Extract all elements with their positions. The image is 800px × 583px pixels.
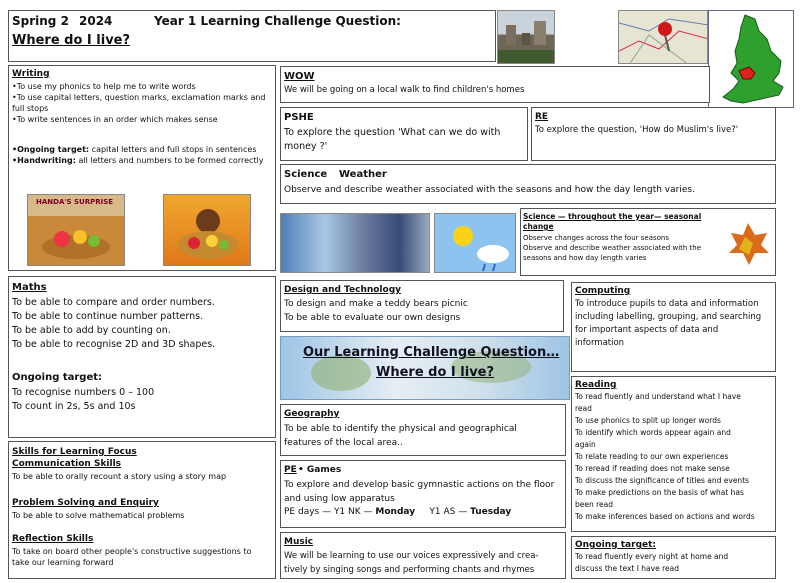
reading-item: To read fluently and understand what I have: [575, 392, 741, 401]
pe-days-mid: Y1 AS —: [417, 507, 468, 517]
year: 2024: [79, 14, 113, 28]
science-year-box: [520, 208, 776, 276]
science-year-title: [523, 212, 701, 232]
reading-item: To use phonics to split up longer words: [575, 416, 721, 425]
science-year-title-line: Science — throughout the year— seasonal: [523, 212, 702, 221]
pe-title: PE: [284, 465, 297, 475]
maths-target: To count in 2s, 5s and 10s: [12, 401, 136, 412]
refl-text: [12, 546, 251, 568]
wow-text: We will be going on a local walk to find children's homes: [284, 85, 525, 95]
question-label: Year 1 Learning Challenge Question:: [154, 14, 401, 28]
street-photo: [497, 10, 555, 64]
pshe-box: [280, 107, 528, 161]
pe-days-label: PE days — Y1 NK —: [284, 507, 373, 517]
pshe-line: money ?': [284, 141, 328, 152]
pshe-line: To explore the question 'What can we do with: [284, 127, 501, 138]
refl-line: take our learning forward: [12, 558, 114, 567]
reading-list: [575, 391, 755, 523]
pshe-title: PSHE: [284, 112, 314, 123]
reading-target-text: [575, 551, 728, 575]
geography-box: [280, 404, 566, 456]
computing-text: [575, 298, 761, 350]
handwriting-label: •Handwriting:: [12, 156, 76, 165]
england-map: [708, 10, 794, 108]
reading-item: To make predictions on the basis of what has: [575, 488, 744, 497]
reading-item: read: [575, 404, 592, 413]
science-year-list: [523, 233, 701, 263]
dt-item: To design and make a teddy bears picnic: [284, 299, 468, 309]
pe-days: [284, 507, 511, 517]
science-box: [280, 164, 776, 204]
writing-item: •To write sentences in an order which makes sense: [12, 115, 218, 124]
writing-target: [12, 144, 264, 166]
map-pin-photo: [618, 10, 708, 64]
science-year-title-line: change: [523, 222, 554, 231]
header-box: [8, 10, 496, 62]
maths-target: To recognise numbers 0 – 100: [12, 387, 155, 398]
page-title: Where do I live?: [12, 33, 131, 48]
map-pin-icon: [658, 22, 672, 36]
handwriting-text: all letters and numbers to be formed correctly: [75, 156, 264, 165]
writing-item: •To use capital letters, question marks, exclamation marks and: [12, 93, 266, 102]
computing-line: for important aspects of data and: [575, 325, 719, 335]
refl-title: Reflection Skills: [12, 534, 94, 544]
maths-targets: [12, 386, 154, 414]
music-box: [280, 532, 566, 579]
computing-line: To introduce pupils to data and information: [575, 299, 759, 309]
pe-line: To explore and develop basic gymnastic actions on the floor: [284, 480, 555, 490]
maths-item: To be able to add by counting on.: [12, 325, 171, 336]
reading-item: To relate reading to our own experiences: [575, 452, 729, 461]
music-text: [284, 549, 538, 577]
pe-title2: • Games: [298, 465, 342, 475]
weather-seasons-image: [280, 213, 430, 273]
pe-line: and using low apparatus: [284, 494, 395, 504]
reading-box: [571, 376, 776, 532]
maths-target-title: Ongoing target:: [12, 372, 103, 383]
book-cover-image: [27, 194, 125, 266]
re-text: To explore the question, 'How do Muslim's live?': [535, 125, 739, 135]
skills-title: Skills for Learning Focus: [12, 447, 137, 457]
maths-box: [8, 276, 276, 438]
computing-line: information: [575, 338, 625, 348]
challenge-banner: [280, 336, 570, 400]
writing-title: Writing: [12, 69, 50, 79]
dt-box: [280, 280, 564, 332]
reading-target-line: discuss the text I have read: [575, 564, 679, 573]
comm-title: Communication Skills: [12, 459, 122, 469]
weather-symbols-image: [434, 213, 516, 273]
reading-item: To discuss the significance of titles and events: [575, 476, 750, 485]
book-title: HANDA'S SURPRISE: [36, 198, 114, 206]
maths-title: Maths: [12, 282, 47, 293]
pshe-text: [284, 126, 500, 154]
science-year-item: Observe and describe weather associated with the: [523, 244, 702, 252]
autumn-leaf-icon: [723, 219, 773, 269]
challenge-line2: Where do I live?: [376, 365, 495, 380]
music-line: tively by singing songs and performing chants and rhymes: [284, 565, 535, 575]
maths-list: [12, 296, 215, 352]
pe-day1: Monday: [375, 507, 416, 517]
computing-line: including labelling, grouping, and searching: [575, 312, 762, 322]
prob-title: Problem Solving and Enquiry: [12, 498, 159, 508]
music-title: Music: [284, 537, 314, 547]
skills-box: [8, 441, 276, 579]
refl-line: To take on board other people's constructive suggestions to: [12, 547, 252, 556]
maths-item: To be able to continue number patterns.: [12, 311, 204, 322]
target-label: •Ongoing target:: [12, 145, 90, 154]
reading-target-line: To read fluently every night at home and: [575, 552, 729, 561]
writing-item: •To use my phonics to help me to write words: [12, 82, 196, 91]
target-text: capital letters and full stops in sentences: [89, 145, 257, 154]
music-line: We will be learning to use our voices expressively and crea-: [284, 551, 539, 561]
geography-line: features of the local area..: [284, 438, 403, 448]
dt-list: [284, 297, 468, 325]
pe-text: [284, 478, 554, 506]
re-title: RE: [535, 112, 549, 122]
dt-title: Design and Technology: [284, 285, 402, 295]
reading-item: To identify which words appear again and: [575, 428, 731, 437]
science-text: Observe and describe weather associated with the seasons and how the day length varies.: [284, 185, 695, 195]
reading-item: To make inferences based on actions and words: [575, 512, 755, 521]
cloud-icon: [477, 245, 509, 263]
re-box: [531, 107, 776, 161]
handa-image: [163, 194, 251, 266]
reading-target-title: Ongoing target:: [575, 540, 657, 550]
computing-box: [571, 282, 776, 372]
comm-text: To be able to orally recount a story using a story map: [12, 472, 227, 481]
writing-box: [8, 65, 276, 271]
challenge-line1: Our Learning Challenge Question…: [303, 345, 560, 360]
reading-item: again: [575, 440, 596, 449]
reading-item: To reread if reading does not make sense: [575, 464, 730, 473]
prob-text: To be able to solve mathematical problems: [12, 511, 185, 520]
sun-icon: [453, 226, 473, 246]
reading-item: been read: [575, 500, 614, 509]
writing-list: [12, 81, 266, 125]
pe-day2: Tuesday: [470, 507, 512, 517]
computing-title: Computing: [575, 286, 631, 296]
reading-target-box: [571, 536, 776, 579]
geography-line: To be able to identify the physical and geographical: [284, 424, 517, 434]
geography-text: [284, 422, 517, 450]
dt-item: To be able to evaluate our own designs: [284, 313, 461, 323]
maths-item: To be able to recognise 2D and 3D shapes.: [12, 339, 216, 350]
science-title2: Weather: [339, 169, 387, 180]
writing-item: full stops: [12, 104, 49, 113]
geography-title: Geography: [284, 409, 340, 419]
wow-title: WOW: [284, 71, 315, 82]
science-year-item: Observe changes across the four seasons: [523, 234, 670, 242]
maths-item: To be able to compare and order numbers.: [12, 297, 215, 308]
science-title: Science: [284, 169, 328, 180]
pe-box: [280, 460, 566, 528]
reading-title: Reading: [575, 380, 617, 390]
science-year-item: seasons and how day length varies: [523, 254, 647, 262]
term: Spring 2: [12, 14, 69, 28]
wow-box: [280, 66, 710, 103]
